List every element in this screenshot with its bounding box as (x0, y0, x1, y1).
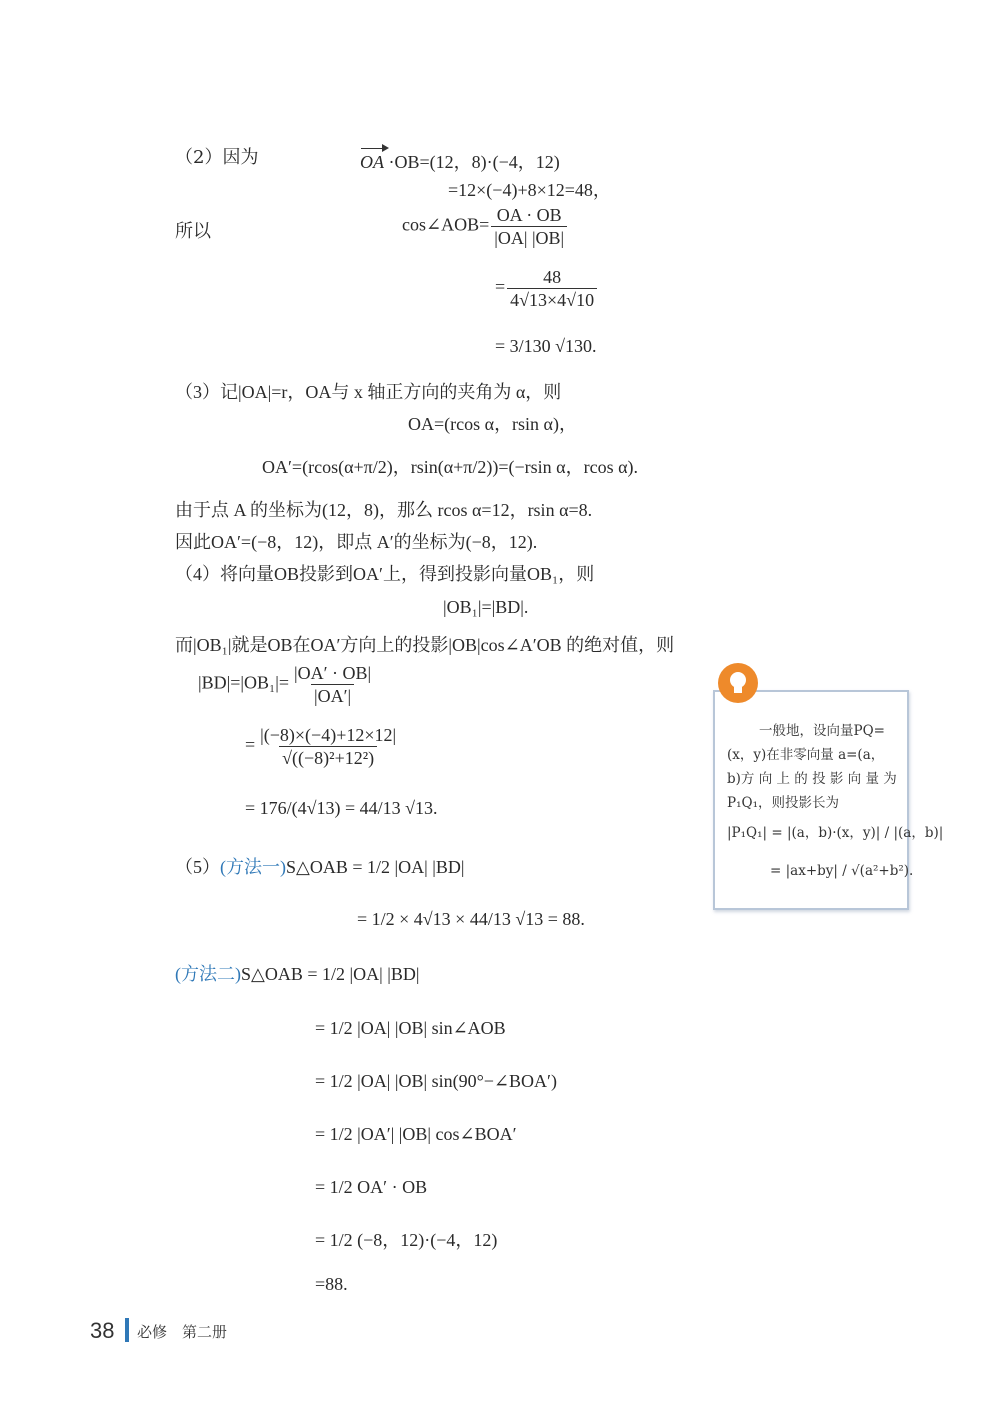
part4-line1: （4）将向量OB投影到OA′上，得到投影向量OB₁，则 (175, 564, 595, 584)
part2-step3: = 3/130 √130. (495, 336, 597, 356)
part2-cos-formula: cos∠AOB= $\frac{OA \cdot OB}{|OA| |OB|}$ (402, 204, 569, 249)
part5-method2: (方法二)S△OAB = 1/2 |OA| |BD| (175, 964, 420, 984)
method1-tag: (方法一) (220, 857, 286, 877)
sidebar-line6: = |ax+by| / √(a²+b²). (770, 863, 914, 879)
part5-m2-step5: = 1/2 OA′ · OB (315, 1177, 428, 1197)
part4-line3: 而|OB₁|就是OB在OA′方向上的投影|OB|cos∠A′OB 的绝对值，则 (175, 635, 675, 655)
part2-suoyi: 所以 (175, 221, 211, 242)
page-number: 38 (90, 1318, 115, 1343)
part5-m2-step4: = 1/2 |OA′| |OB| cos∠BOA′ (315, 1124, 517, 1144)
part5-m2-step3: = 1/2 |OA| |OB| sin(90°−∠BOA′) (315, 1071, 557, 1091)
part5-method1: （5）(方法一)S△OAB = 1/2 |OA| |BD| (175, 857, 465, 877)
sidebar-line4: P₁Q₁，则投影长为 (727, 795, 839, 811)
part4-step2: = $\frac{|(-8)\times(-4)+12\times 12|}{\text{√((−8)²+12²)}}$ (245, 725, 397, 768)
sidebar-note (713, 690, 944, 910)
part5-m2-step6: = 1/2 (−8，12)·(−4，12) (315, 1230, 498, 1250)
part3-line5: 因此OA′=(−8，12)，即点 A′的坐标为(−8，12). (175, 532, 538, 552)
part3-line2: OA=(rcos α，rsin α)， (408, 414, 577, 434)
footer-divider (125, 1318, 129, 1342)
part3-line4: 由于点 A 的坐标为(12，8)，那么 rcos α=12，rsin α=8. (175, 500, 593, 520)
part3-line3: OA′=(rcos(α+π/2)，rsin(α+π/2))=(−rsin α，rcos α). (262, 457, 639, 477)
sidebar-line1: 一般地，设向量PQ= (759, 723, 885, 739)
lightbulb-icon (718, 663, 758, 703)
part2-step2: = $\frac{48}{4√13\times 4√10}$ (495, 266, 599, 311)
book-title: 必修 第二册 (137, 1323, 228, 1341)
sidebar-line3: b)方 向 上 的 投 影 向 量 为 (727, 771, 897, 787)
part4-line2: |OB₁|=|BD|. (443, 597, 529, 617)
part2-label: （2）因为 (175, 147, 259, 168)
part5-m2-step2: = 1/2 |OA| |OB| sin∠AOB (315, 1018, 506, 1038)
part5-method1-result: = 1/2 × 4√13 × 44/13 √13 = 88. (357, 909, 585, 929)
part2-line1: OA ·OB=(12，8)·(−4，12) (360, 146, 560, 174)
part5-m2-step7: =88. (315, 1274, 348, 1294)
part2-line2: =12×(−4)+8×12=48， (448, 180, 611, 200)
sidebar-line5: |P₁Q₁| = |(a，b)·(x，y)| / |(a，b)| (727, 825, 944, 841)
method2-tag: (方法二) (175, 964, 241, 984)
part4-step3: = 176/(4√13) = 44/13 √13. (245, 798, 438, 818)
part4-bd-formula: |BD|=|OB₁|= $\frac{|OA' \cdot OB|}{|OA'|}$ (198, 663, 372, 706)
part3-line1: （3）记|OA|=r，OA与 x 轴正方向的夹角为 α，则 (175, 382, 562, 402)
sidebar-line2: (x，y)在非零向量 a=(a， (727, 747, 885, 763)
